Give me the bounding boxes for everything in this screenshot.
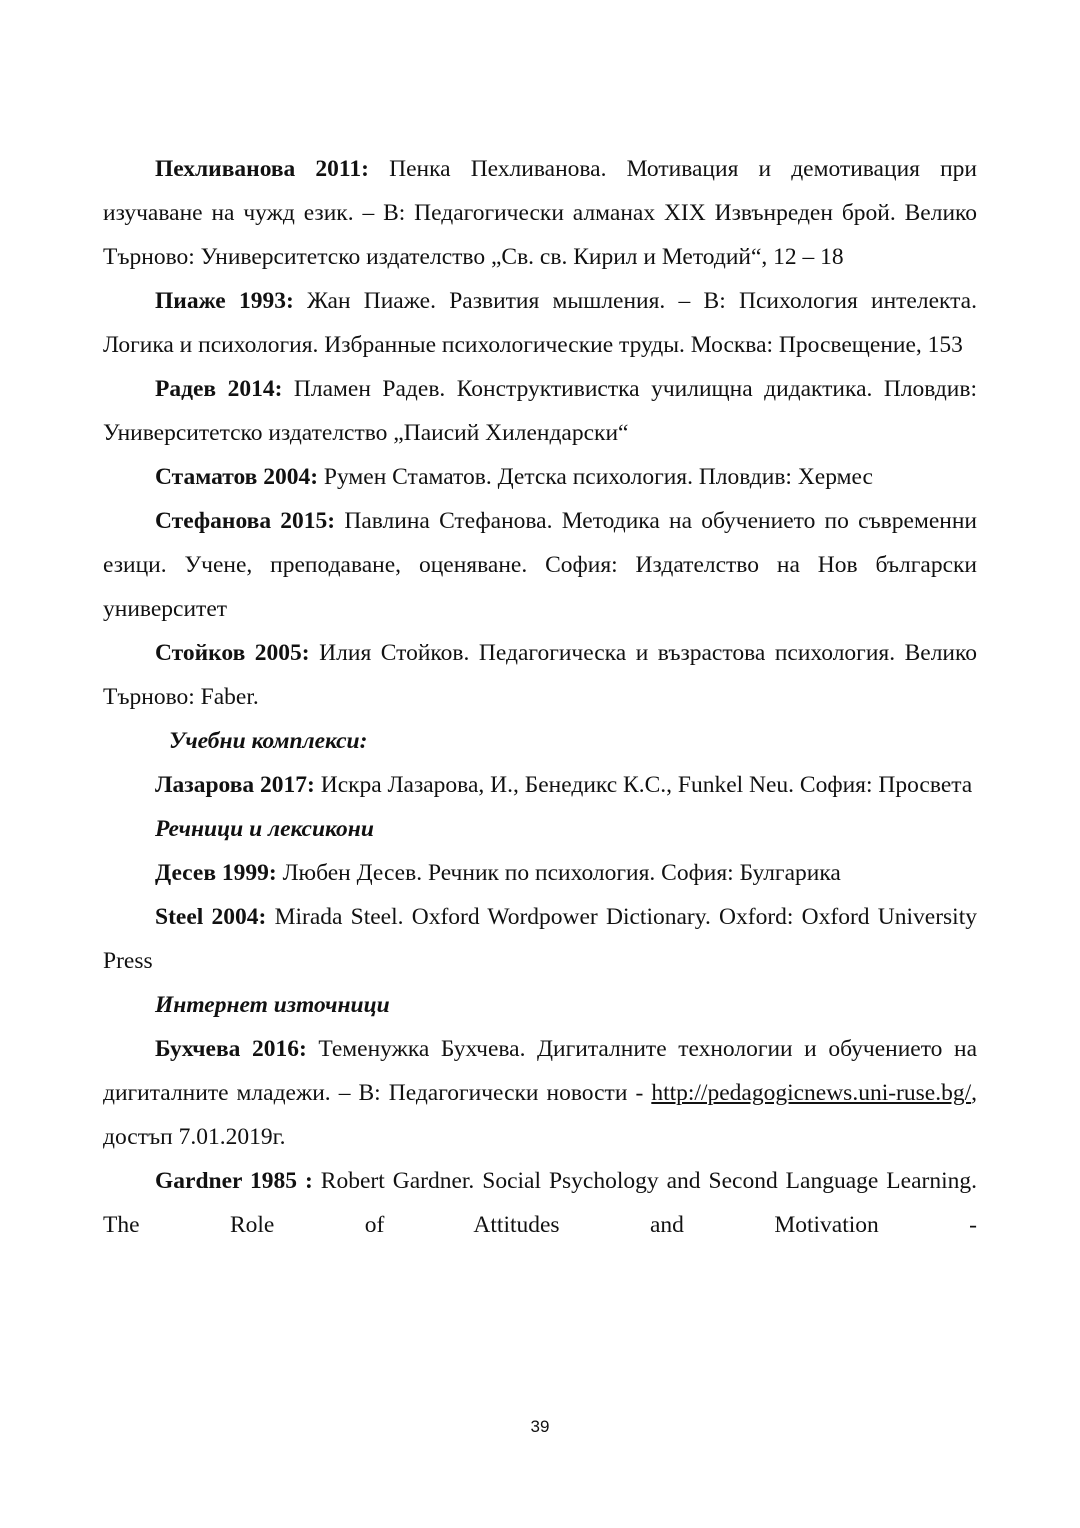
- entry-author: Бухчева 2016:: [155, 1036, 307, 1062]
- bibliography-entry-stoykov: [103, 631, 977, 719]
- bibliography-entry-buhcheva: [103, 1027, 977, 1159]
- entry-author: Стефанова 2015:: [155, 508, 336, 534]
- entry-text: Павлина Стефанова. Методика на обучението по съвременни езици. Учене, преподаване, оценяване. София: Издателство на Нов български университет: [103, 508, 977, 622]
- page-number: 39: [530, 1417, 550, 1436]
- bibliography-entry-pehlivanova: [103, 147, 977, 279]
- bibliography-entry-gardner: [103, 1159, 977, 1247]
- entry-text: Robert Gardner. Social Psychology and Second Language Learning. The Role of Attitudes and Motivation -: [103, 1168, 977, 1238]
- entry-access-date: , достъп 7.01.2019г.: [103, 1080, 977, 1150]
- bibliography-entry-desev: [103, 851, 977, 895]
- entry-author: Стойков 2005:: [155, 640, 310, 666]
- entry-author: Лазарова 2017:: [155, 772, 315, 798]
- bibliography-entry-steel: [103, 895, 977, 983]
- bibliography-entry-lazarova: [103, 763, 977, 807]
- bibliography-page: [103, 147, 977, 1247]
- entry-text: Пенка Пехливанова. Мотивация и демотивация при изучаване на чужд език. – В: Педагогически алманах XIX Извънреден брой. Велико Търново: Университетско издателство „Св. св. Кирил и Методий“, 12 – 18: [103, 156, 977, 270]
- entry-text: Любен Десев. Речник по психология. София: Булгарика: [276, 860, 841, 886]
- section-heading-textbooks: Учебни комплекси:: [169, 728, 368, 754]
- entry-text: Жан Пиаже. Развития мышления. – В: Психология интелекта. Логика и психология. Избранные психологические труды. Москва: Просвещение, 153: [103, 288, 977, 358]
- entry-author: Десев 1999:: [155, 860, 277, 886]
- entry-text: Искра Лазарова, И., Бенедикс К.С., Funkel Neu. София: Просвета: [314, 772, 973, 798]
- entry-text: Илия Стойков. Педагогическа и възрастова психология. Велико Търново: Faber.: [103, 640, 977, 710]
- bibliography-entry-stamatov: [103, 455, 977, 499]
- bibliography-entry-stefanova: [103, 499, 977, 631]
- entry-author: Пиаже 1993:: [155, 288, 294, 314]
- entry-text: Mirada Steel. Oxford Wordpower Dictionary. Oxford: Oxford University Press: [103, 904, 977, 974]
- entry-author: Радев 2014:: [155, 376, 283, 402]
- entry-author: Steel 2004:: [155, 904, 267, 930]
- section-heading-dictionaries: Речници и лексикони: [155, 816, 374, 842]
- entry-author: Стаматов 2004:: [155, 464, 319, 490]
- section-heading-internet: Интернет източници: [155, 992, 390, 1018]
- entry-text: Пламен Радев. Конструктивистка училищна дидактика. Пловдив: Университетско издателство „Паисий Хилендарски“: [103, 376, 977, 446]
- bibliography-entry-piaget: [103, 279, 977, 367]
- entry-author: Пехливанова 2011:: [155, 156, 369, 182]
- bibliography-entry-radev: [103, 367, 977, 455]
- entry-text: Румен Стаматов. Детска психология. Пловдив: Хермес: [318, 464, 873, 490]
- entry-text: Теменужка Бухчева. Дигиталните технологии и обучението на дигиталните младежи. – В: Педагогически новости -: [103, 1036, 977, 1106]
- source-link[interactable]: http://pedagogicnews.uni-ruse.bg/: [651, 1080, 972, 1106]
- entry-author: Gardner 1985 :: [155, 1168, 313, 1194]
